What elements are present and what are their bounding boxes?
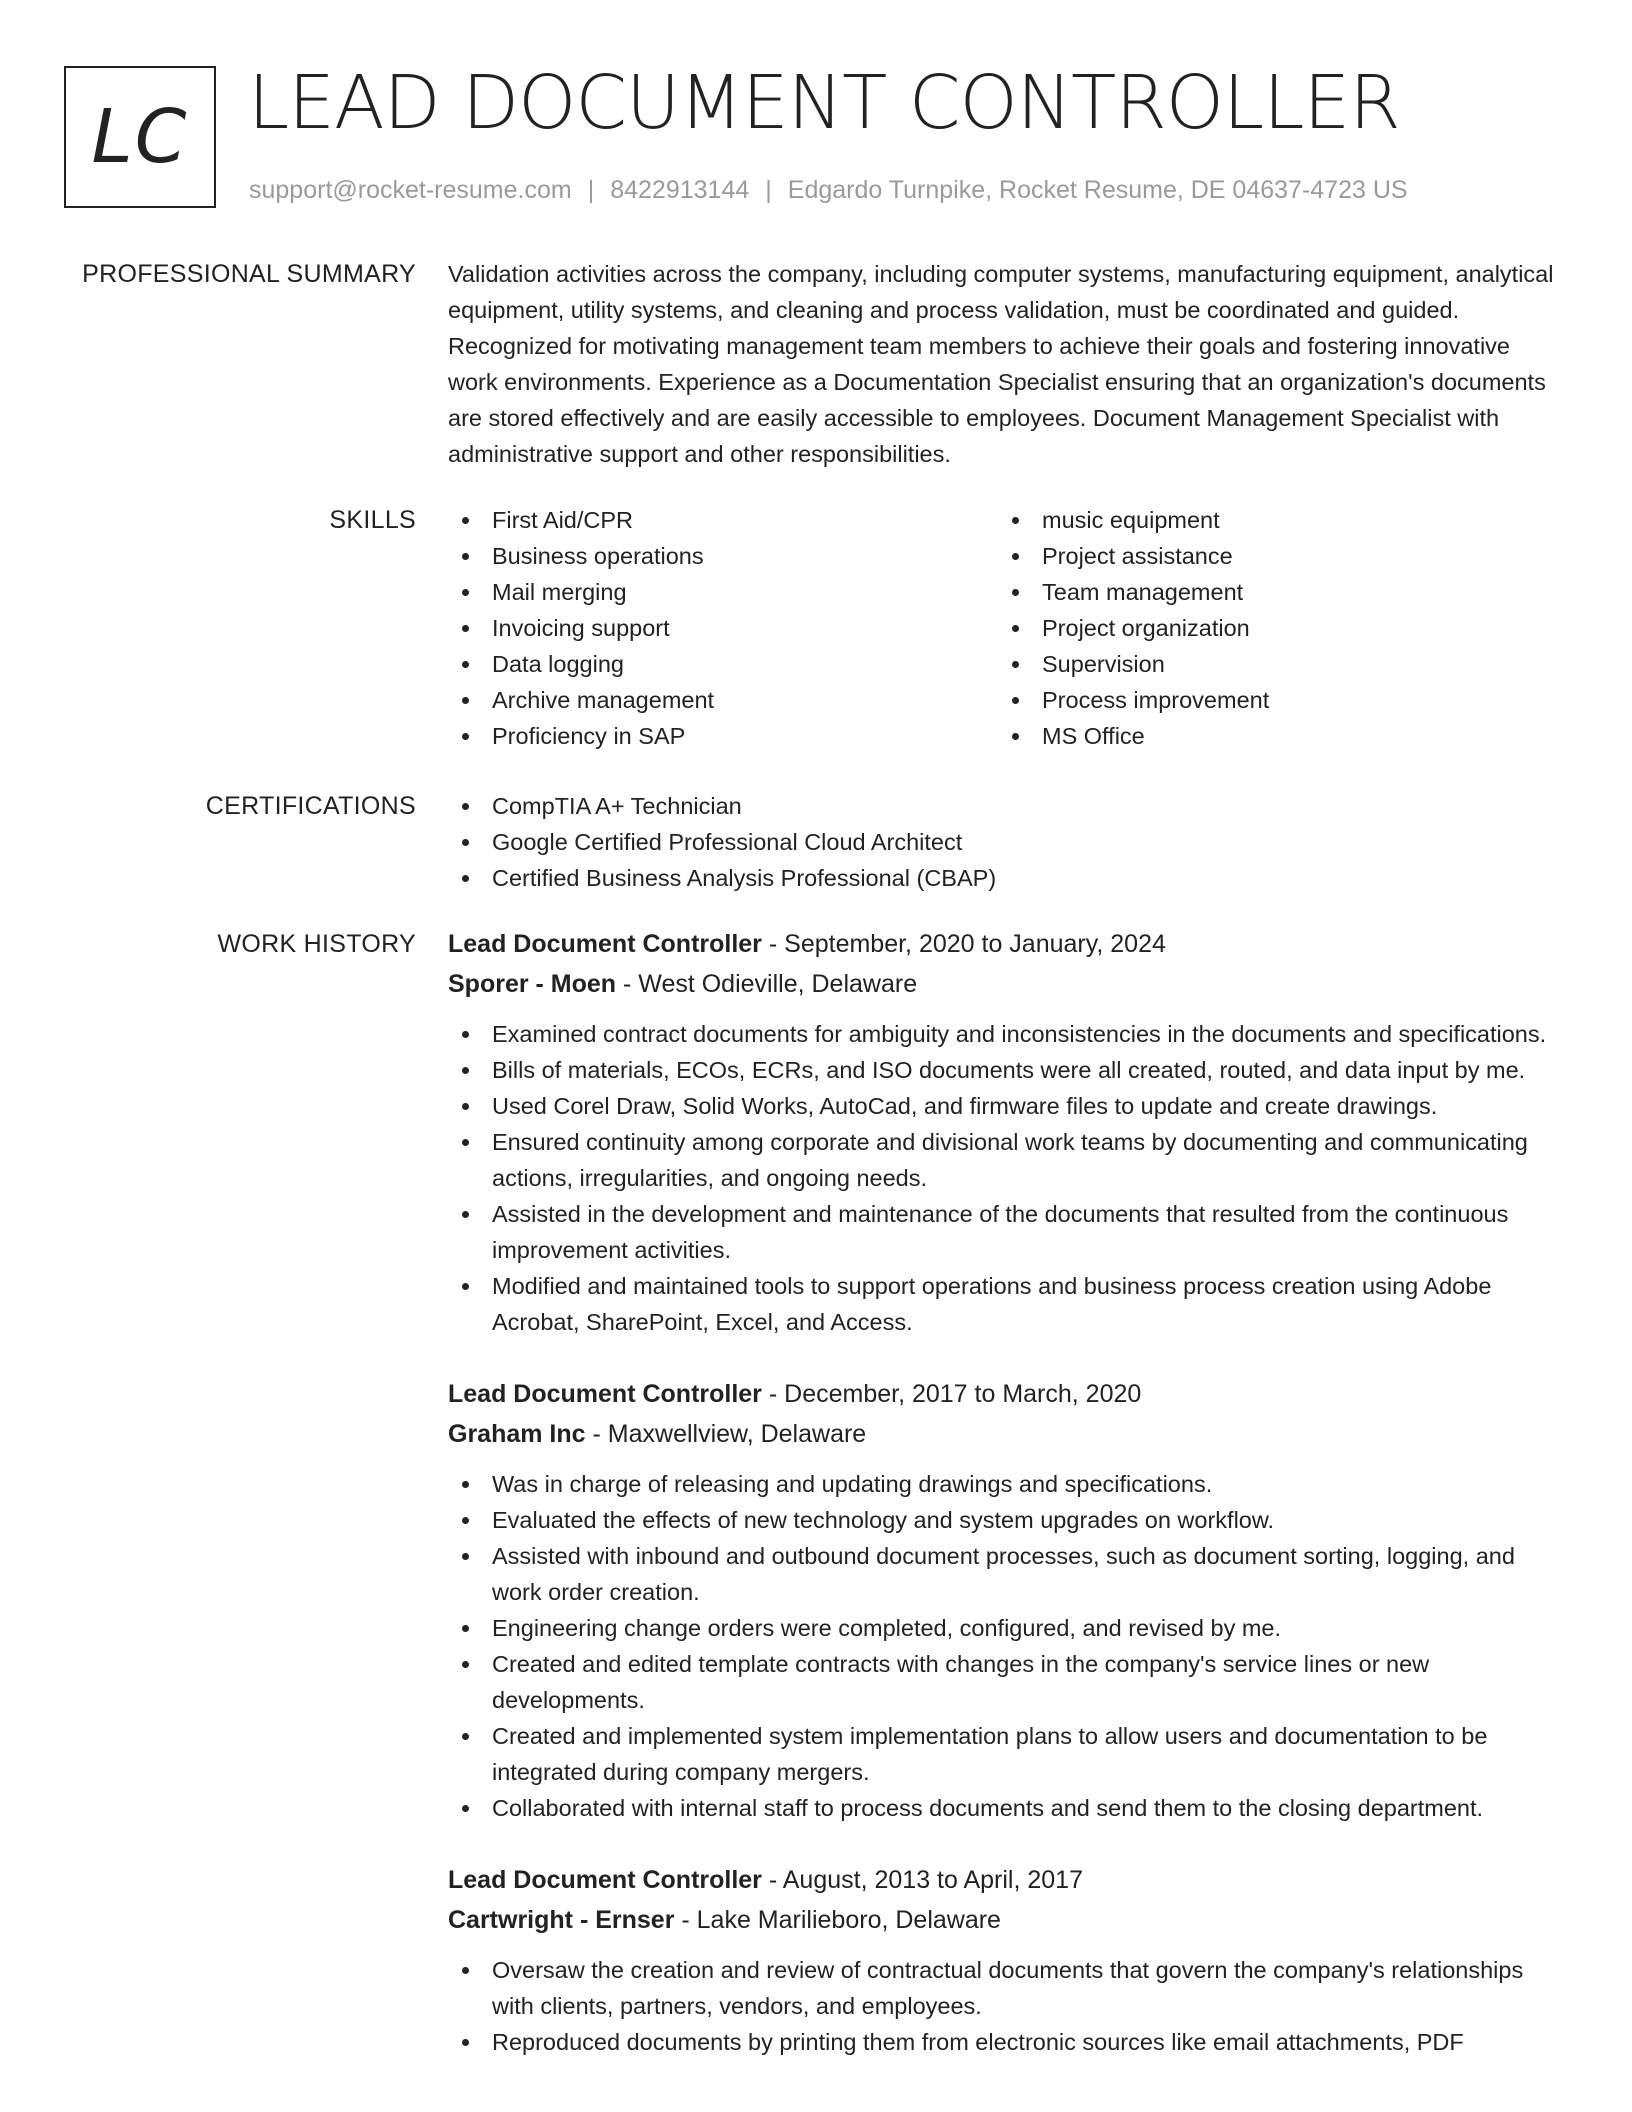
job-dates: - September, 2020 to January, 2024 [761,930,1166,958]
skills-heading: SKILLS [329,506,416,534]
skill-item: Proficiency in SAP [448,718,998,754]
skills-grid [448,502,1566,754]
job-duty-item: Was in charge of releasing and updating drawings and specifications. [448,1466,1566,1502]
contact-separator: | [587,176,595,204]
skill-item: Process improvement [998,682,1548,718]
job-duty-item: Evaluated the effects of new technology and system upgrades on workflow. [448,1502,1566,1538]
job-entry [448,1860,1566,2060]
job-duty-item: Engineering change orders were completed, configured, and revised by me. [448,1610,1566,1646]
job-company: Sporer - Moen [448,970,617,998]
jobs-container [448,924,1566,2094]
contact-address: Edgardo Turnpike, Rocket Resume, DE 04637-4723 US [787,176,1408,204]
job-company-line [448,964,1566,1004]
job-duty-item: Collaborated with internal staff to process documents and send them to the closing department. [448,1790,1566,1826]
summary-text: Validation activities across the company, including computer systems, manufacturing equipment, analytical equipment, utility systems, and cleaning and process validation, must be coordinated and guided. Recognized for motivating management team members to achieve their goals and fostering innovative work environments. Experience as a Documentation Specialist ensuring that an organization's documents are stored effectively and are easily accessible to employees. Document Management Specialist with administrative support and other responsibilities. [448,261,1554,467]
monogram-badge: LC [64,66,216,208]
job-entry [448,1374,1566,1826]
job-title: Lead Document Controller [448,1866,762,1894]
job-company-line [448,1414,1566,1454]
skill-item: music equipment [998,502,1548,538]
certification-item: CompTIA A+ Technician [448,788,1566,824]
job-duty-item: Oversaw the creation and review of contractual documents that govern the company's relationships with clients, partners, vendors, and employees. [448,1952,1566,2024]
skill-item: Project organization [998,610,1548,646]
skill-item: Business operations [448,538,998,574]
summary-heading: PROFESSIONAL SUMMARY [82,260,416,288]
job-title-line [448,924,1566,964]
skill-item: Invoicing support [448,610,998,646]
job-duty-item: Examined contract documents for ambiguity and inconsistencies in the documents and specifications. [448,1016,1566,1052]
work-history-heading: WORK HISTORY [217,930,416,958]
certifications-list [448,788,1566,896]
skill-item: First Aid/CPR [448,502,998,538]
skill-item: MS Office [998,718,1548,754]
job-duty-item: Assisted in the development and maintenance of the documents that resulted from the continuous improvement activities. [448,1196,1566,1268]
job-duty-item: Assisted with inbound and outbound document processes, such as document sorting, logging, and work order creation. [448,1538,1566,1610]
job-title: Lead Document Controller [448,1380,762,1408]
certification-item: Google Certified Professional Cloud Architect [448,824,1566,860]
skills-list-right [998,502,1548,754]
job-duty-item: Bills of materials, ECOs, ECRs, and ISO documents were all created, routed, and data input by me. [448,1052,1566,1088]
contact-email[interactable]: support@rocket-resume.com [249,176,572,204]
job-duties-list [448,1952,1566,2060]
skill-item: Team management [998,574,1548,610]
page-title: LEAD DOCUMENT CONTROLLER [248,60,1400,146]
skill-item: Archive management [448,682,998,718]
certifications-heading: CERTIFICATIONS [205,792,416,820]
job-location: - West Odieville, Delaware [616,970,918,998]
skill-item: Supervision [998,646,1548,682]
job-title-line [448,1374,1566,1414]
job-duty-item: Reproduced documents by printing them from electronic sources like email attachments, PDF [448,2024,1566,2060]
skill-item: Project assistance [998,538,1548,574]
job-duty-item: Modified and maintained tools to support operations and business process creation using Adobe Acrobat, SharePoint, Excel, and Access. [448,1268,1566,1340]
job-title-line [448,1860,1566,1900]
job-dates: - December, 2017 to March, 2020 [761,1380,1142,1408]
job-company: Cartwright - Ernser [448,1906,675,1934]
skill-item: Data logging [448,646,998,682]
job-location: - Maxwellview, Delaware [585,1420,867,1448]
job-duty-item: Created and implemented system implementation plans to allow users and documentation to be integrated during company mergers. [448,1718,1566,1790]
job-location: - Lake Marilieboro, Delaware [674,1906,1001,1934]
job-duties-list [448,1016,1566,1340]
contact-separator: | [765,176,772,204]
contact-line [249,174,1408,206]
job-company: Graham Inc [448,1420,586,1448]
contact-phone[interactable]: 8422913144 [610,176,750,204]
job-duties-list [448,1466,1566,1826]
job-title: Lead Document Controller [448,930,762,958]
job-duty-item: Ensured continuity among corporate and divisional work teams by documenting and communicating actions, irregularities, and ongoing needs. [448,1124,1566,1196]
skills-list-left [448,502,998,754]
job-company-line [448,1900,1566,1940]
job-dates: - August, 2013 to April, 2017 [761,1866,1083,1894]
certification-item: Certified Business Analysis Professional (CBAP) [448,860,1566,896]
skill-item: Mail merging [448,574,998,610]
job-entry [448,924,1566,1340]
job-duty-item: Created and edited template contracts with changes in the company's service lines or new developments. [448,1646,1566,1718]
job-duty-item: Used Corel Draw, Solid Works, AutoCad, and firmware files to update and create drawings. [448,1088,1566,1124]
